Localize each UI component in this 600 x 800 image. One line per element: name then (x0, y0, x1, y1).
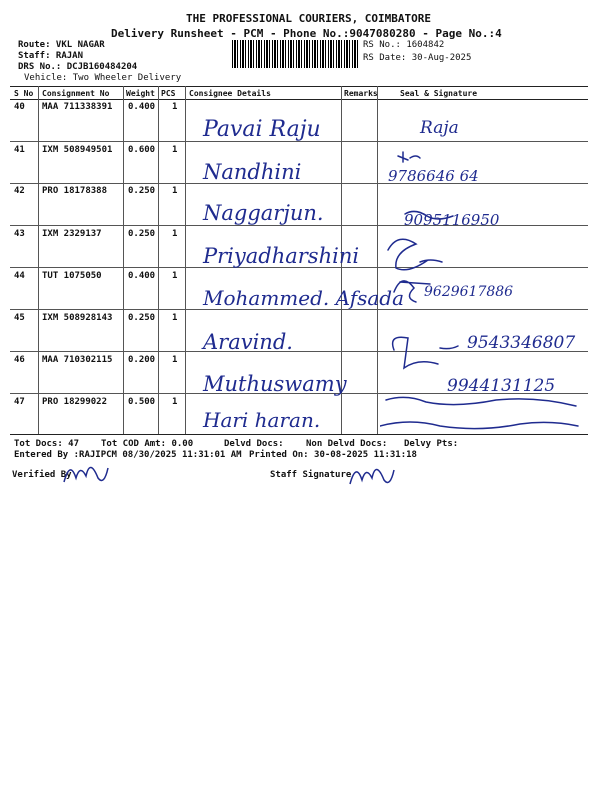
row-pcs: 1 (172, 355, 178, 365)
route-label: Route: VKL NAGAR (18, 40, 105, 50)
entered-by: Entered By :RAJIPCM 08/30/2025 11:31:01 AM (14, 450, 242, 460)
tot-docs: Tot Docs: 47 (14, 439, 80, 449)
col-header-sno: S No (14, 89, 34, 98)
signature-text: 9786646 64 (388, 167, 479, 185)
row-sno: 46 (14, 355, 25, 365)
row-consignment: TUT 1075050 (42, 271, 102, 281)
col-header-consignment: Consignment No (42, 89, 110, 98)
handwritten-name: Muthuswamy (203, 372, 347, 396)
row-consignment: IXM 508928143 (42, 313, 113, 323)
row-consignment: MAA 711338391 (42, 102, 113, 112)
signature-text: 9629617886 (424, 284, 514, 300)
staff-signature-label: Staff Signature (270, 470, 352, 480)
row-weight: 0.400 (128, 102, 156, 112)
row-consignment: PRO 18299022 (42, 397, 108, 407)
row-pcs: 1 (172, 397, 178, 407)
tot-cod-amount: Tot COD Amt: 0.00 (101, 439, 194, 449)
verified-by-label: Verified By (12, 470, 72, 480)
verified-signature (60, 458, 120, 488)
row-pcs: 1 (172, 271, 178, 281)
col-divider (123, 86, 124, 434)
barcode-image (232, 40, 358, 68)
signature-stroke (386, 397, 576, 406)
row-weight: 0.500 (128, 397, 156, 407)
printed-on: Printed On: 30-08-2025 11:31:18 (249, 450, 417, 460)
handwritten-name: Mohammed. Afsada (203, 286, 405, 310)
delvy-pts: Delvy Pts: (404, 439, 459, 449)
row-weight: 0.250 (128, 313, 156, 323)
non-delvd-docs: Non Delvd Docs: (306, 439, 388, 449)
col-header-remarks: Remarks (344, 89, 378, 98)
table-bottom-rule (10, 434, 588, 435)
rs-number: RS No.: 1604842 (363, 40, 445, 50)
row-pcs: 1 (172, 229, 178, 239)
row-weight: 0.250 (128, 186, 156, 196)
company-title: THE PROFESSIONAL COURIERS, COIMBATORE (186, 12, 432, 25)
signature-stroke (405, 211, 453, 219)
col-divider (377, 86, 378, 434)
col-divider (185, 86, 186, 434)
row-sno: 44 (14, 271, 25, 281)
col-header-seal: Seal & Signature (400, 89, 478, 98)
row-sno: 43 (14, 229, 25, 239)
row-pcs: 1 (172, 313, 178, 323)
drs-number: DRS No.: DCJB160484204 (18, 62, 138, 72)
signature-text: Raja (420, 118, 459, 138)
row-pcs: 1 (172, 102, 178, 112)
col-header-pcs: PCS (161, 89, 176, 98)
signature-text: 9543346807 (467, 333, 576, 353)
handwritten-name: Hari haran. (203, 408, 321, 432)
signature-scribbles (380, 100, 580, 434)
signature-stroke (393, 337, 458, 368)
row-weight: 0.250 (128, 229, 156, 239)
col-divider (38, 86, 39, 434)
col-header-consignee: Consignee Details (189, 89, 271, 98)
staff-label: Staff: RAJAN (18, 51, 84, 61)
handwritten-name: Aravind. (203, 330, 293, 354)
row-weight: 0.600 (128, 145, 156, 155)
handwritten-name: Pavai Raju (203, 117, 321, 142)
col-header-weight: Weight (126, 89, 155, 98)
signature-text: 9944131125 (447, 376, 556, 396)
staff-signature-mark (346, 458, 406, 490)
row-consignment: IXM 508949501 (42, 145, 113, 155)
handwritten-name: Priyadharshini (203, 244, 360, 268)
handwritten-name: Nandhini (203, 160, 302, 184)
runsheet-subtitle: Delivery Runsheet - PCM - Phone No.:9047080280 - Page No.:4 (111, 27, 502, 40)
row-pcs: 1 (172, 145, 178, 155)
rs-date: RS Date: 30-Aug-2025 (363, 53, 472, 63)
col-divider (158, 86, 159, 434)
signature-stroke (398, 152, 420, 162)
signature-stroke (394, 281, 430, 302)
row-consignment: IXM 2329137 (42, 229, 102, 239)
row-weight: 0.400 (128, 271, 156, 281)
row-weight: 0.200 (128, 355, 156, 365)
vehicle-label: Vehicle: Two Wheeler Delivery (24, 73, 182, 83)
handwritten-name: Naggarjun. (203, 201, 324, 225)
delvd-docs: Delvd Docs: (224, 439, 284, 449)
signature-text: 9095116950 (404, 211, 500, 229)
signature-stroke (388, 239, 442, 270)
row-sno: 41 (14, 145, 25, 155)
row-consignment: MAA 710302115 (42, 355, 113, 365)
row-pcs: 1 (172, 186, 178, 196)
table-top-rule (10, 86, 588, 87)
row-sno: 47 (14, 397, 25, 407)
row-consignment: PRO 18178388 (42, 186, 108, 196)
signature-stroke (380, 422, 578, 429)
row-sno: 42 (14, 186, 25, 196)
row-sno: 40 (14, 102, 25, 112)
row-sno: 45 (14, 313, 25, 323)
